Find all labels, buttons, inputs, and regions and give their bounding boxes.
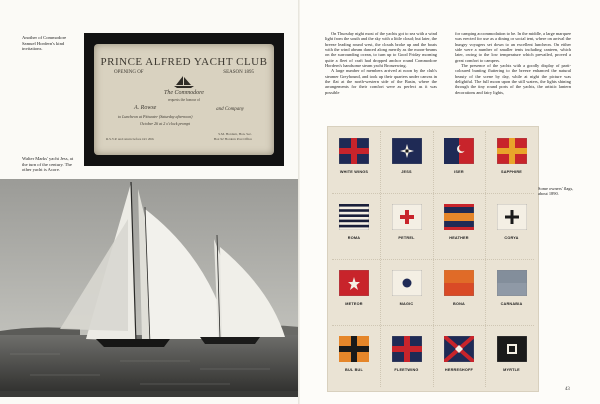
yacht-emblem-icon xyxy=(172,75,196,89)
paragraph: for camping accommodation to be. In the middle, a large marquee was erected for use as a dining or social tent, where on arrival the hungry voyagers set down to an excellent luncheon. On either side were a number of smaller tents including canteen, which later, owing to the low temperature which prevailed, proved a great comfort to campers. xyxy=(455,31,571,63)
card-season: SEASON 1895 xyxy=(223,70,254,75)
text-column-1 xyxy=(325,31,437,95)
flag-cell xyxy=(328,193,380,257)
flag-cell xyxy=(328,127,380,191)
card-signature-block xyxy=(214,132,252,141)
yacht-photo xyxy=(0,179,300,397)
yacht-photo-caption: Walter Marks' yacht Jess, at the turn of the century. The other yacht is Acore. xyxy=(22,156,74,173)
flag-label: BUL BUL xyxy=(345,368,363,372)
flag-label: MYRTLE xyxy=(503,368,520,372)
flag-cell xyxy=(381,259,433,323)
card-requests: requests the honour of xyxy=(167,98,201,102)
flag-label: CORYA xyxy=(504,236,519,240)
yacht-flag-icon xyxy=(497,138,527,164)
yacht-flag-icon xyxy=(444,270,474,296)
flag-label: FLEETWING xyxy=(394,368,419,372)
text-column-2 xyxy=(455,31,571,95)
flag-cell xyxy=(486,259,538,323)
page-number: 43 xyxy=(565,387,570,392)
flag-label: HEATHER xyxy=(449,236,469,240)
flag-label: CARNABIA xyxy=(500,302,523,306)
card-commodore: The Commodore xyxy=(164,90,204,96)
flag-label: ISER xyxy=(454,170,464,174)
yacht-flag-icon xyxy=(497,270,527,296)
yacht-flag-icon xyxy=(444,138,474,164)
paragraph: A large number of members arrived at noon by the club's steamer Greyhound, and took up their quarters under canvas in the flat at the north-western side of the Basin, where the arrangements for their comfort were as perfect as it was possible xyxy=(325,68,437,95)
card-opening: OPENING OF xyxy=(114,70,144,75)
yacht-flag-icon xyxy=(444,336,474,362)
card-date-line: October 26 at 2 o'clock prompt xyxy=(140,121,190,126)
flag-label: WHITE WINGS xyxy=(339,170,369,174)
flag-label: HERRESHOFF xyxy=(444,368,474,372)
flag-label: ROMA xyxy=(347,236,361,240)
flag-cell xyxy=(486,193,538,257)
paragraph: The presence of the yachts with a goodly display of parti-coloured bunting fluttering to the breeze enhanced the natural beauty of the scene by day, while at night the picture was delightful. The full moon upon the still waters, the lights shining through the tiny round ports of the yachts, the artistic lantern decorations and fairy lights, xyxy=(455,63,571,95)
flag-cell xyxy=(381,127,433,191)
yacht-flag-icon xyxy=(392,204,422,230)
flag-cell xyxy=(486,325,538,389)
flag-label: MAGIC xyxy=(399,302,414,306)
yacht-flag-icon xyxy=(497,336,527,362)
flag-cell xyxy=(328,325,380,389)
card-footer-right: Box 92 Hordern Post Office xyxy=(213,136,252,141)
card-rsvp: R.S.V.P. and return before Oct 20th xyxy=(106,137,154,141)
flag-cell xyxy=(381,325,433,389)
flag-cell xyxy=(433,127,485,191)
flag-cell xyxy=(381,193,433,257)
flags-caption: Some owners' flags, about 1890. xyxy=(538,186,574,197)
invitation-photo xyxy=(84,33,284,166)
invitation-card xyxy=(94,44,274,155)
flag-label: METEOR xyxy=(345,302,363,306)
card-event-line: to Luncheon at Pittwater (Saturday afternoon) xyxy=(118,114,193,119)
flag-label: JESS xyxy=(401,170,412,174)
yacht-flag-icon xyxy=(339,270,369,296)
owners-flags-board xyxy=(327,126,539,392)
flag-cell xyxy=(433,325,485,389)
flag-label: PETREL xyxy=(398,236,415,240)
flag-cell xyxy=(486,127,538,191)
yacht-flag-icon xyxy=(497,204,527,230)
card-guest: A. Rowse xyxy=(134,105,157,111)
yacht-flag-icon xyxy=(392,336,422,362)
yacht-flag-icon xyxy=(339,204,369,230)
flag-cell xyxy=(328,259,380,323)
yacht-flag-icon xyxy=(339,336,369,362)
card-signature: S.M. Hordern, Hon. Sec. xyxy=(218,132,252,136)
invitation-caption: Another of Commodore Samuel Hordern's kind invitations. xyxy=(22,35,67,52)
card-guest-suffix: and Company xyxy=(216,107,244,112)
yacht-flag-icon xyxy=(392,270,422,296)
flag-label: BONA xyxy=(453,302,465,306)
yacht-flag-icon xyxy=(339,138,369,164)
yacht-flag-icon xyxy=(392,138,422,164)
flag-cell xyxy=(433,193,485,257)
yacht-flag-icon xyxy=(444,204,474,230)
flag-label: SAPPHIRE xyxy=(500,170,522,174)
flag-cell xyxy=(433,259,485,323)
paragraph: On Thursday night most of the yachts got to sea with a wind light from the south and the sky with a little cloud; but later, the breeze leading round west, the clouds broke up and the boats with the wind abeam danced along merrily as the moon-beams on the surrounding ocean, to turn up to Good Friday morning quite a fleet of craft had dropped anchor round Commodore Hordern's handsome steam yacht Bronzewing. xyxy=(325,31,438,69)
card-club-title: PRINCE ALFRED YACHT CLUB xyxy=(100,56,268,68)
